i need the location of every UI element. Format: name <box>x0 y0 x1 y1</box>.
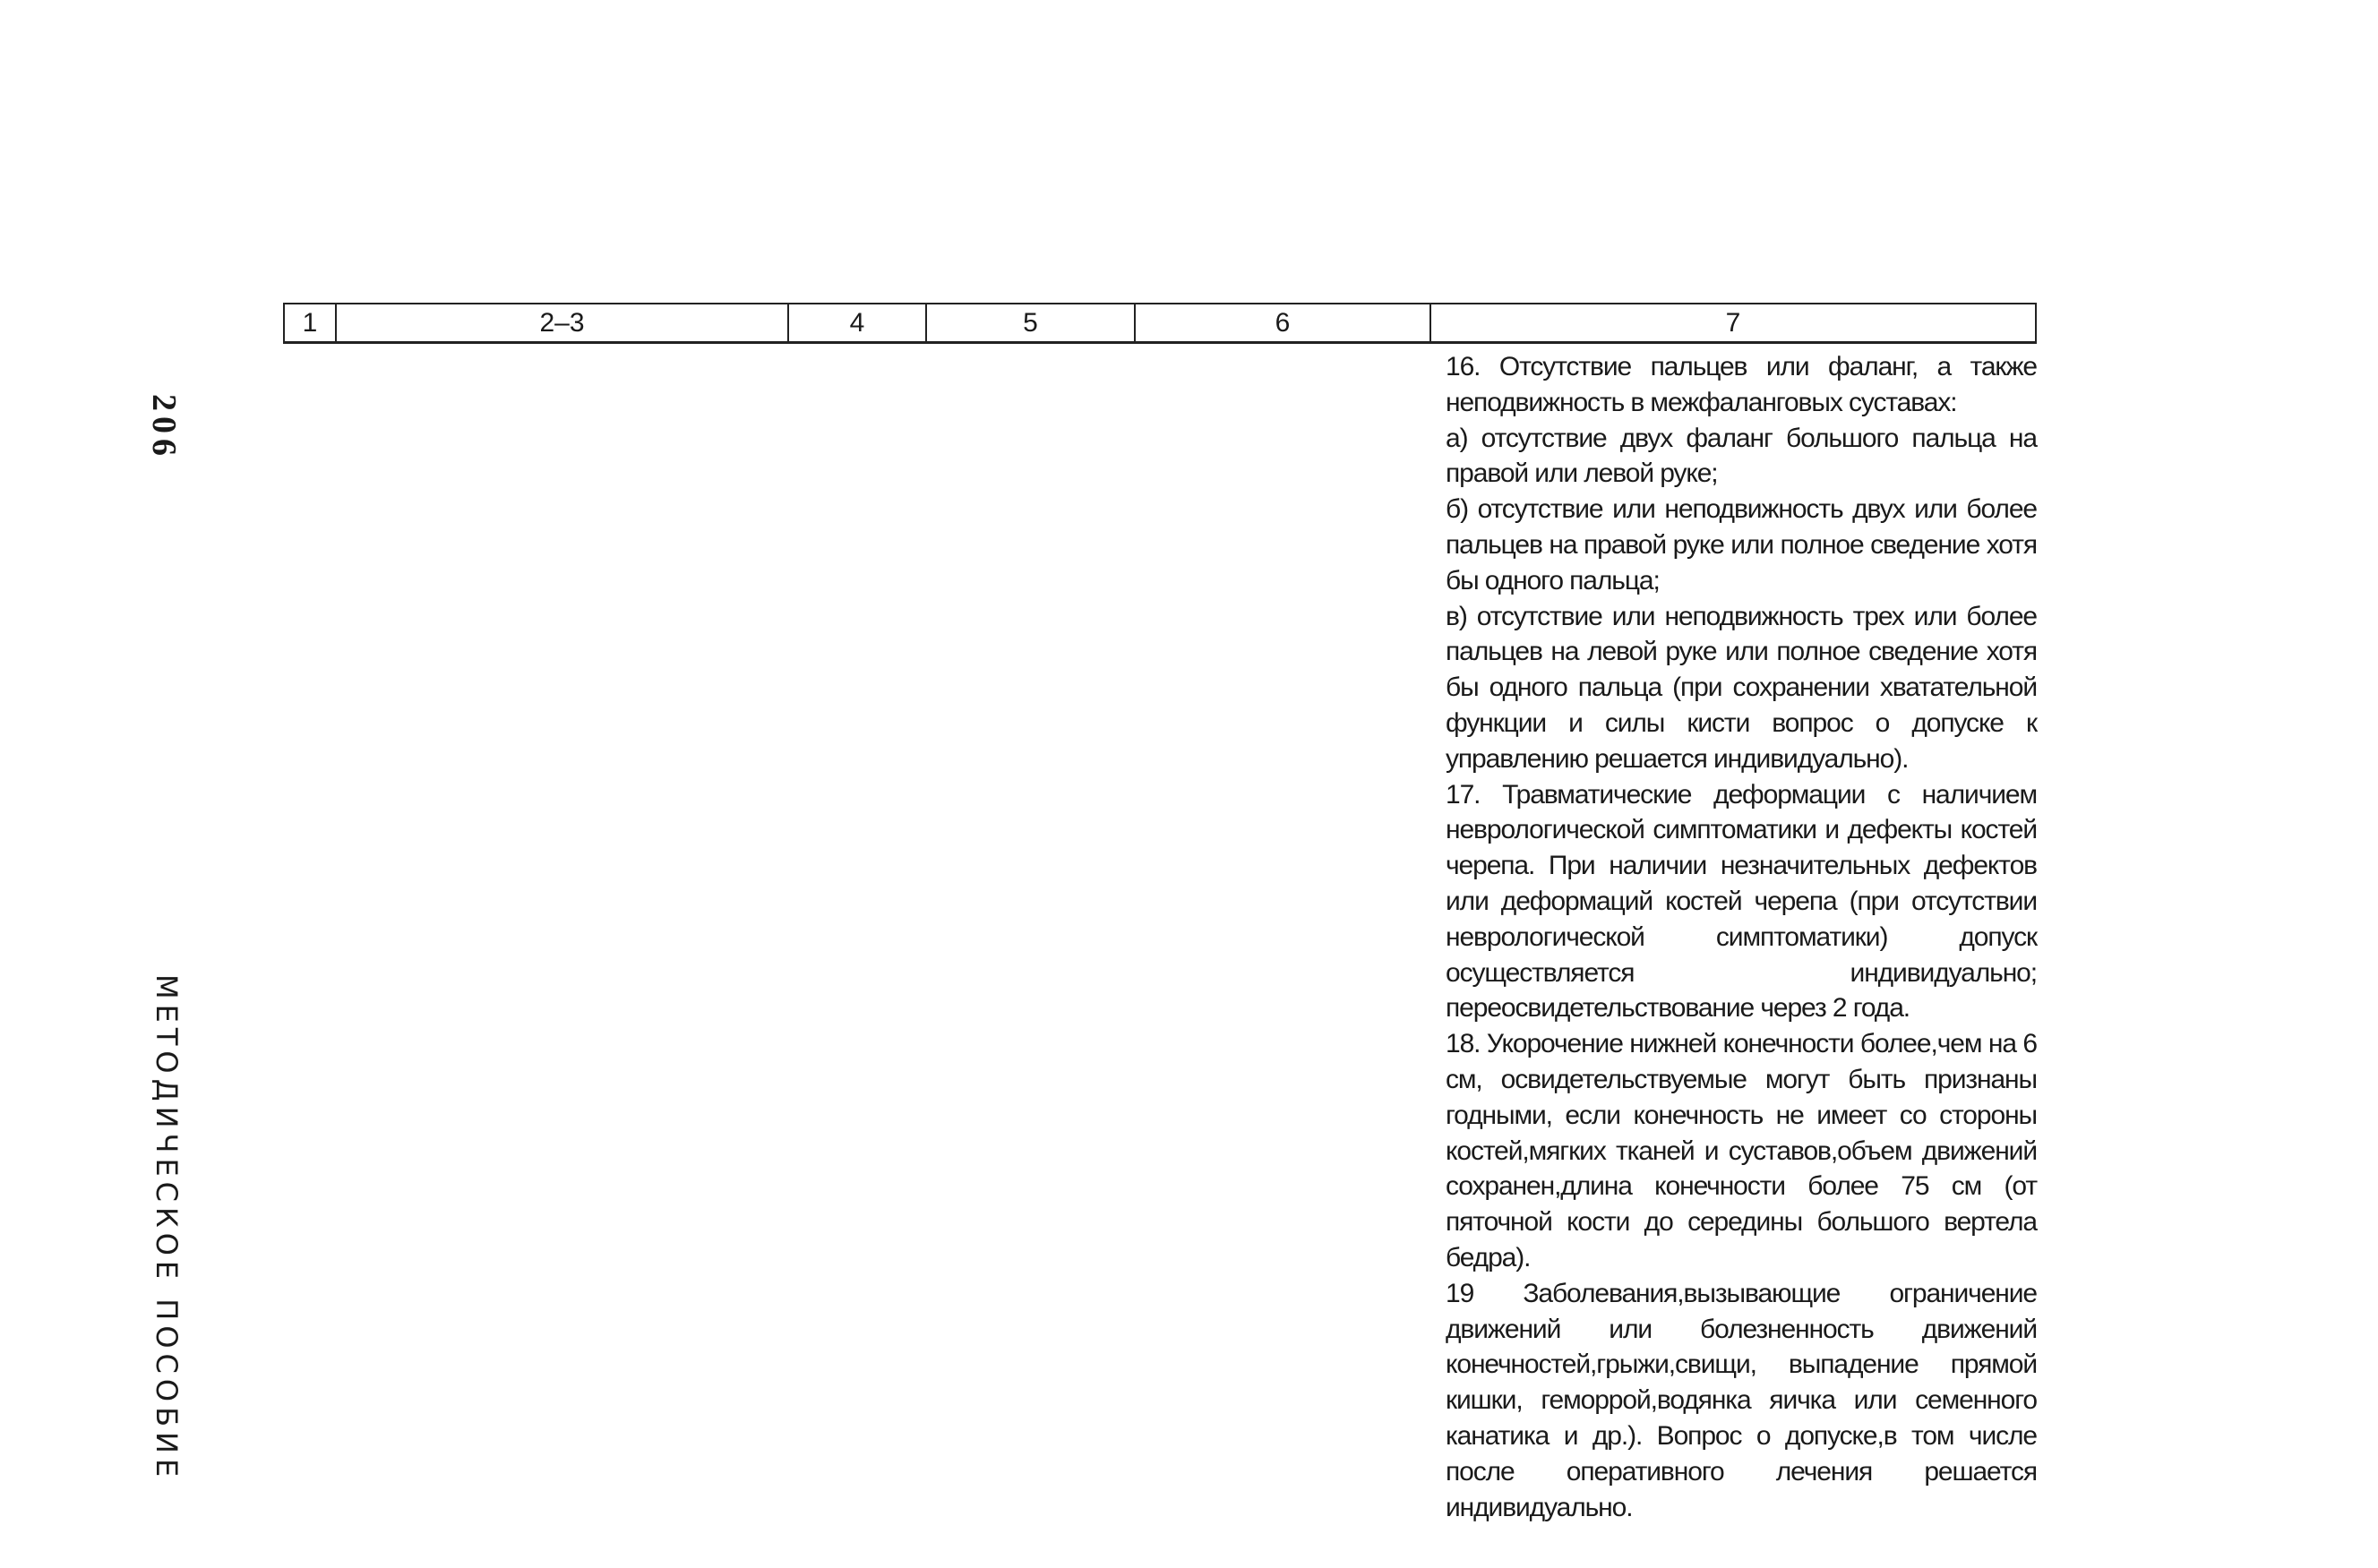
paragraph-item-19: 19 Заболевания,вызывающие ограничение движений или болезненность движений конечностей,грыжи,свищи, выпадение прямой кишки, геморрой,водянка яичка или семенного канатика и др.). Вопрос о допуске,в том числе после оперативного лечения решается индивидуально. <box>1446 1278 2037 1522</box>
column-number-4: 4 <box>789 304 927 341</box>
column-number-1: 1 <box>285 304 337 341</box>
paragraph-item-16b: б) отсутствие или неподвижность двух или более пальцев на правой руке или полное сведение хотя бы одного пальца; <box>1446 494 2037 595</box>
column-number-5: 5 <box>927 304 1136 341</box>
paragraph-item-17: 17. Травматические деформации с наличием неврологической симптоматики и дефекты костей черепа. При наличии незначительных дефектов или деформаций костей черепа (при отсутствии неврологической симптоматики) допуск осуществляется индивидуально; переосвидетельствование через 2 года. <box>1446 779 2037 1024</box>
page-number: 206 <box>145 394 183 461</box>
paragraph-item-16v: в) отсутствие или неподвижность трех или более пальцев на левой руке или полное сведение хотя бы одного пальца (при сохранении хватательной функции и силы кисти вопрос о допуске к управлению решается индивидуально). <box>1446 601 2037 774</box>
paragraph-item-18: 18. Укорочение нижней конечности более,чем на 6 см, освидетельствуемые могут быть признаны годными, если конечность не имеет со стороны костей,мягких тканей и суставов,объем движений сохранен,длина конечности более 75 см (от пяточной кости до середины большого вертела бедра). <box>1446 1029 2037 1272</box>
column-number-2-3: 2–3 <box>337 304 789 341</box>
column-number-7: 7 <box>1725 307 1741 338</box>
running-header <box>145 394 184 1483</box>
table-column-header <box>283 303 2037 344</box>
column-7-text <box>1446 349 2037 1525</box>
paragraph-item-16a: а) отсутствие двух фаланг большого пальца на правой или левой руке; <box>1446 423 2037 489</box>
column-number-6: 6 <box>1136 304 1431 341</box>
running-title: МЕТОДИЧЕСКОЕ ПОСОБИЕ <box>150 974 184 1483</box>
paragraph-item-16: 16. Отсутствие пальцев или фаланг, а также неподвижность в межфаланговых суставах: <box>1446 352 2037 417</box>
